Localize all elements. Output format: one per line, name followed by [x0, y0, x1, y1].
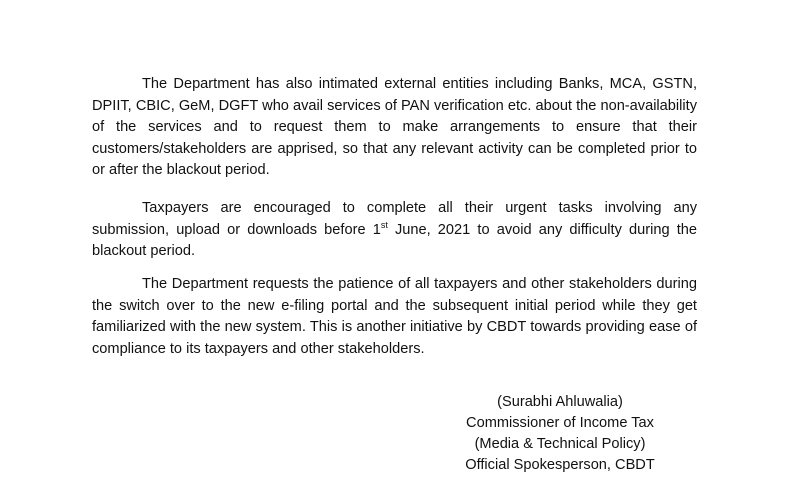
- ordinal-superscript: st: [380, 219, 388, 230]
- paragraph-external-entities: The Department has also intimated external entities including Banks, MCA, GSTN, DPIIT, CBIC, GeM, DGFT who avail services of PAN verification etc. about the non-availability of the services and to request them to make arrangements to ensure that their customers/stakeholders are apprised, so that any relevant activity can be completed prior to or after the blackout period.: [92, 76, 697, 179]
- signatory-title: Commissioner of Income Tax: [466, 415, 654, 431]
- signature-block: [430, 392, 690, 476]
- paragraph-text-after: June, 2021 to avoid any difficulty during the blackout period.: [92, 221, 697, 260]
- signatory-department: (Media & Technical Policy): [474, 436, 646, 452]
- paragraph-text-before: Taxpayers are encouraged to complete all their urgent tasks involving any submission, upload or downloads before 1: [92, 200, 697, 238]
- signatory-role: Official Spokesperson, CBDT: [465, 457, 655, 473]
- signatory-name: (Surabhi Ahluwalia): [497, 394, 623, 410]
- paragraph-patience-request: The Department requests the patience of all taxpayers and other stakeholders during the switch over to the new e-filing portal and the subsequent initial period while they get familiarized with the new system. This is another initiative by CBDT towards providing ease of compliance to its taxpayers and other stakeholders.: [92, 276, 697, 357]
- paragraph-taxpayers-urgent-tasks: [92, 198, 697, 263]
